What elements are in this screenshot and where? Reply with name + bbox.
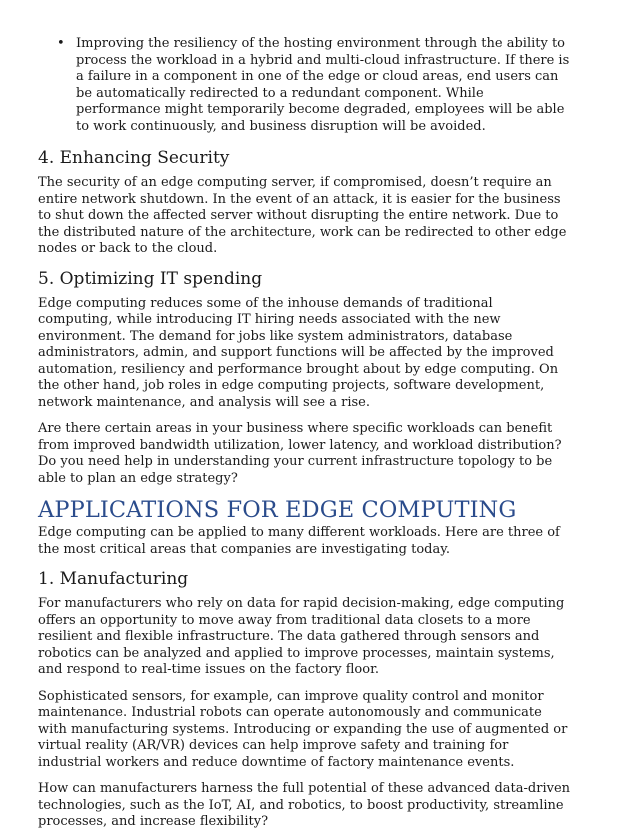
bullet-text: Improving the resiliency of the hosting environment through the ability to process the workload in a hybrid and multi-cloud infrastructure. If there is a failure in a component in one of the edge or cloud areas, end users can be automatically redirected to a redundant component. While performance might temporarily become degraded, employees will be able to work continuously, and business disruption will be avoided. xyxy=(76,36,570,134)
manufacturing-paragraph-1: For manufacturers who rely on data for rapid decision-making, edge computing offers an opportunity to move away from traditional data closets to a more resilient and flexible infrastructure. The data gathered through sensors and robotics can be analyzed and applied to improve processes, maintain systems, and respond to real-time issues on the factory floor. xyxy=(38,596,565,677)
manufacturing-paragraph-3: How can manufacturers harness the full potential of these advanced data-driven technologies, such as the IoT, AI, and robotics, to boost productivity, streamline processes, and increase flexibility? xyxy=(38,781,571,829)
heading-applications-for-edge-computing: APPLICATIONS FOR EDGE COMPUTING xyxy=(38,497,517,523)
manufacturing-paragraph-2: Sophisticated sensors, for example, can improve quality control and monitor maintenance. Industrial robots can operate autonomously and communicate with manufacturing systems. Introducing or expanding the use of augmented or virtual reality (AR/VR) devices can help improve safety and training for industrial workers and reduce downtime of factory maintenance events. xyxy=(38,688,568,770)
heading-enhancing-security: 4. Enhancing Security xyxy=(38,148,230,168)
list-item xyxy=(38,36,570,135)
bullet-icon: • xyxy=(57,36,65,51)
bullet-list xyxy=(38,36,570,135)
security-paragraph: The security of an edge computing server, if compromised, doesn’t require an entire network shutdown. In the event of an attack, it is easier for the business to shut down the affected server without disrupting the entire network. Due to the distributed nature of the architecture, work can be redirected to other edge nodes or back to the cloud. xyxy=(38,175,567,256)
heading-optimizing-it-spending: 5. Optimizing IT spending xyxy=(38,268,263,289)
it-spending-paragraph-2: Are there certain areas in your business where specific workloads can benefit from improved bandwidth utilization, lower latency, and workload distribution? Do you need help in understanding your current infrastructure topology to be able to plan an edge strategy? xyxy=(38,421,562,486)
it-spending-paragraph-1: Edge computing reduces some of the inhouse demands of traditional computing, while introducing IT hiring needs associated with the new environment. The demand for jobs like system administrators, database administrators, admin, and support functions will be affected by the improved automation, resiliency and performance brought about by edge computing. On the other hand, job roles in edge computing projects, software development, network maintenance, and analysis will see a rise. xyxy=(38,295,559,410)
applications-intro: Edge computing can be applied to many different workloads. Here are three of the most critical areas that companies are investigating today. xyxy=(38,525,560,557)
heading-manufacturing: 1. Manufacturing xyxy=(38,569,189,589)
